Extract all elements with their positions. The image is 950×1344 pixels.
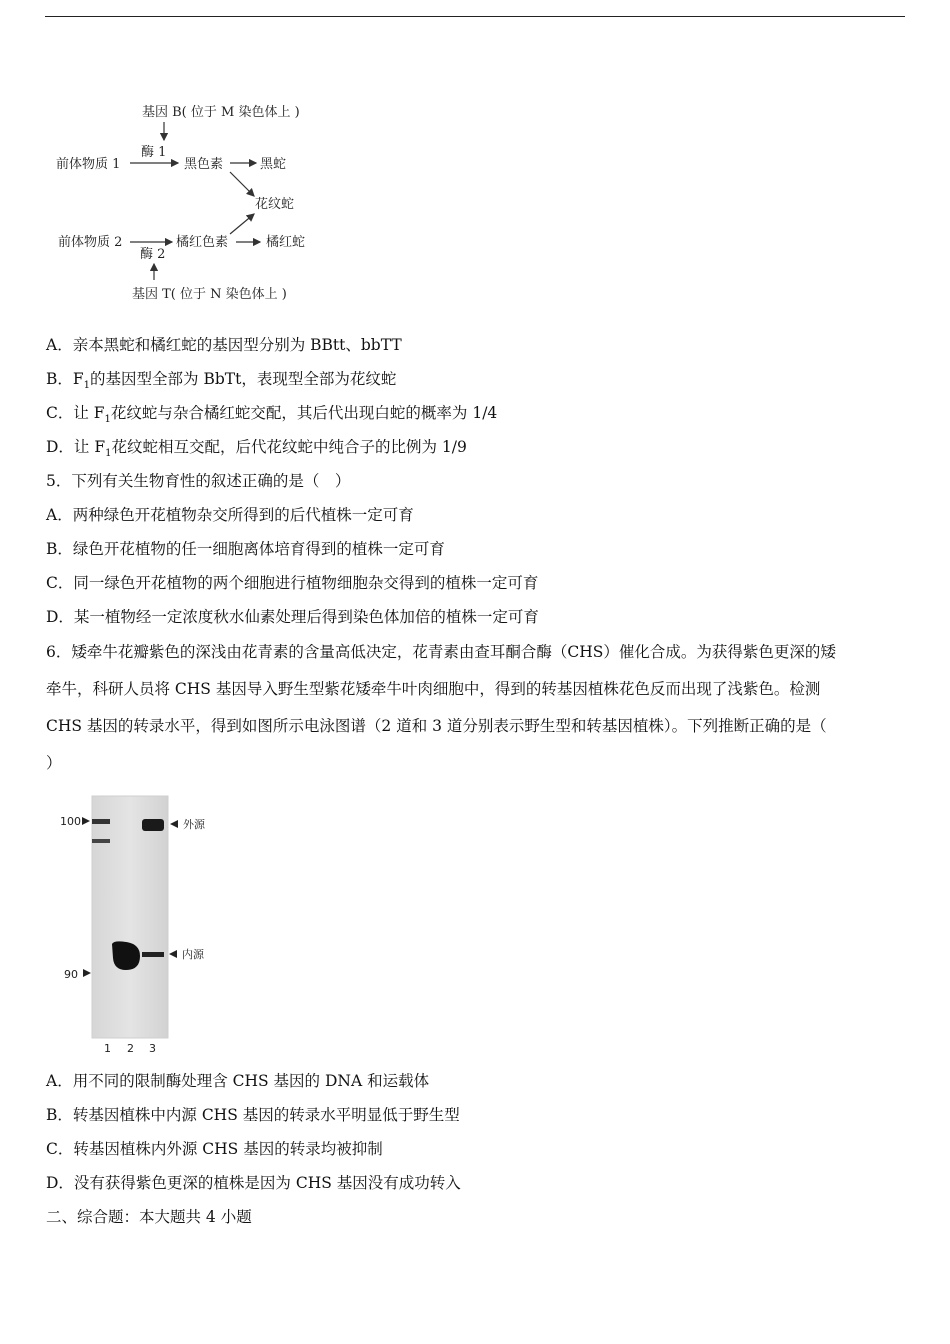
q6-option-c: C．转基因植株内外源 CHS 基因的转录均被抑制 bbox=[46, 1140, 383, 1158]
section-heading: 二、综合题：本大题共 4 小题 bbox=[46, 1208, 252, 1226]
q5-option-a: A．两种绿色开花植物杂交所得到的后代植株一定可育 bbox=[46, 506, 414, 524]
q5-option-b: B．绿色开花植物的任一细胞离体培育得到的植株一定可育 bbox=[46, 540, 445, 558]
marker-100-arrow bbox=[82, 817, 90, 825]
enzyme2-label: 酶 2 bbox=[140, 247, 166, 262]
orange-pigment-label: 橘红色素 bbox=[176, 235, 229, 250]
lane3-exogenous-band bbox=[142, 819, 164, 831]
endogenous-label: 内源 bbox=[182, 948, 204, 961]
orange-to-pattern-arrow bbox=[230, 214, 254, 234]
pattern-snake-label: 花纹蛇 bbox=[255, 197, 295, 212]
q4-option-a: A．亲本黑蛇和橘红蛇的基因型分别为 BBtt、bbTT bbox=[46, 336, 402, 354]
q6-option-b: B．转基因植株中内源 CHS 基因的转录水平明显低于野生型 bbox=[46, 1106, 460, 1124]
q4-option-b-sub: 1 bbox=[83, 380, 91, 392]
enzyme1-label: 酶 1 bbox=[141, 145, 167, 160]
marker-90-arrow bbox=[83, 969, 91, 977]
q4-option-d-sub: 1 bbox=[105, 448, 112, 460]
gene-t-label: 基因 T( 位于 N 染色体上 ) bbox=[132, 287, 287, 302]
q5-option-d: D．某一植物经一定浓度秋水仙素处理后得到染色体加倍的植株一定可育 bbox=[46, 608, 539, 626]
marker-90-label: 90 bbox=[64, 968, 78, 981]
black-snake-label: 黑蛇 bbox=[260, 157, 287, 172]
marker-100-label: 100 bbox=[60, 815, 81, 828]
q4-option-d-prefix: D．让 F bbox=[46, 438, 106, 456]
q4-option-c bbox=[46, 403, 497, 430]
q4-option-b bbox=[46, 369, 396, 396]
lane1-band-top bbox=[92, 819, 110, 824]
orange-snake-label: 橘红蛇 bbox=[266, 235, 306, 250]
q6-stem-line3: CHS 基因的转录水平，得到如图所示电泳图谱（2 道和 3 道分别表示野生型和转基因植株）。下列推断正确的是（ bbox=[46, 717, 827, 735]
q4-option-c-rest: 花纹蛇与杂合橘红蛇交配，其后代出现白蛇的概率为 1/4 bbox=[110, 404, 498, 422]
q4-option-b-rest: 的基因型全部为 BbTt，表现型全部为花纹蛇 bbox=[90, 370, 397, 388]
precursor1-label: 前体物质 1 bbox=[56, 157, 121, 172]
gel-background bbox=[92, 796, 168, 1038]
lane2-label: 2 bbox=[127, 1042, 134, 1055]
q6-stem-line1: 6．矮牵牛花瓣紫色的深浅由花青素的含量高低决定，花青素由查耳酮合酶（CHS）催化合成。为获得紫色更深的矮 bbox=[46, 643, 836, 661]
lane1-label: 1 bbox=[104, 1042, 111, 1055]
q4-option-d bbox=[46, 437, 467, 464]
q5-option-c: C．同一绿色开花植物的两个细胞进行植物细胞杂交得到的植株一定可育 bbox=[46, 574, 539, 592]
lane3-endogenous-band bbox=[142, 952, 164, 957]
exogenous-label: 外源 bbox=[183, 818, 205, 831]
lane1-band-2 bbox=[92, 839, 110, 843]
black-to-pattern-arrow bbox=[230, 172, 254, 196]
endogenous-arrow bbox=[169, 950, 177, 958]
exogenous-arrow bbox=[170, 820, 178, 828]
black-pigment-label: 黑色素 bbox=[184, 157, 224, 172]
pigment-pathway-diagram bbox=[50, 96, 340, 311]
q6-stem-line2: 牵牛，科研人员将 CHS 基因导入野生型紫花矮牵牛叶肉细胞中，得到的转基因植株花色反而出现了浅紫色。检测 bbox=[46, 680, 821, 698]
q5-stem: 5．下列有关生物育性的叙述正确的是（ ） bbox=[46, 472, 351, 490]
gene-b-label: 基因 B( 位于 M 染色体上 ) bbox=[142, 105, 300, 120]
q4-option-b-prefix: B．F bbox=[46, 370, 84, 388]
q6-option-d: D．没有获得紫色更深的植株是因为 CHS 基因没有成功转入 bbox=[46, 1174, 461, 1192]
q4-option-c-sub: 1 bbox=[104, 414, 111, 426]
q4-option-c-prefix: C．让 F bbox=[46, 404, 105, 422]
header-rule bbox=[45, 16, 905, 17]
precursor2-label: 前体物质 2 bbox=[58, 235, 123, 250]
q6-option-a: A．用不同的限制酶处理含 CHS 基因的 DNA 和运载体 bbox=[46, 1072, 430, 1090]
q4-option-d-rest: 花纹蛇相互交配，后代花纹蛇中纯合子的比例为 1/9 bbox=[111, 438, 467, 456]
lane3-label: 3 bbox=[149, 1042, 156, 1055]
q6-stem-line4: ） bbox=[46, 754, 62, 772]
electrophoresis-gel bbox=[56, 792, 226, 1062]
